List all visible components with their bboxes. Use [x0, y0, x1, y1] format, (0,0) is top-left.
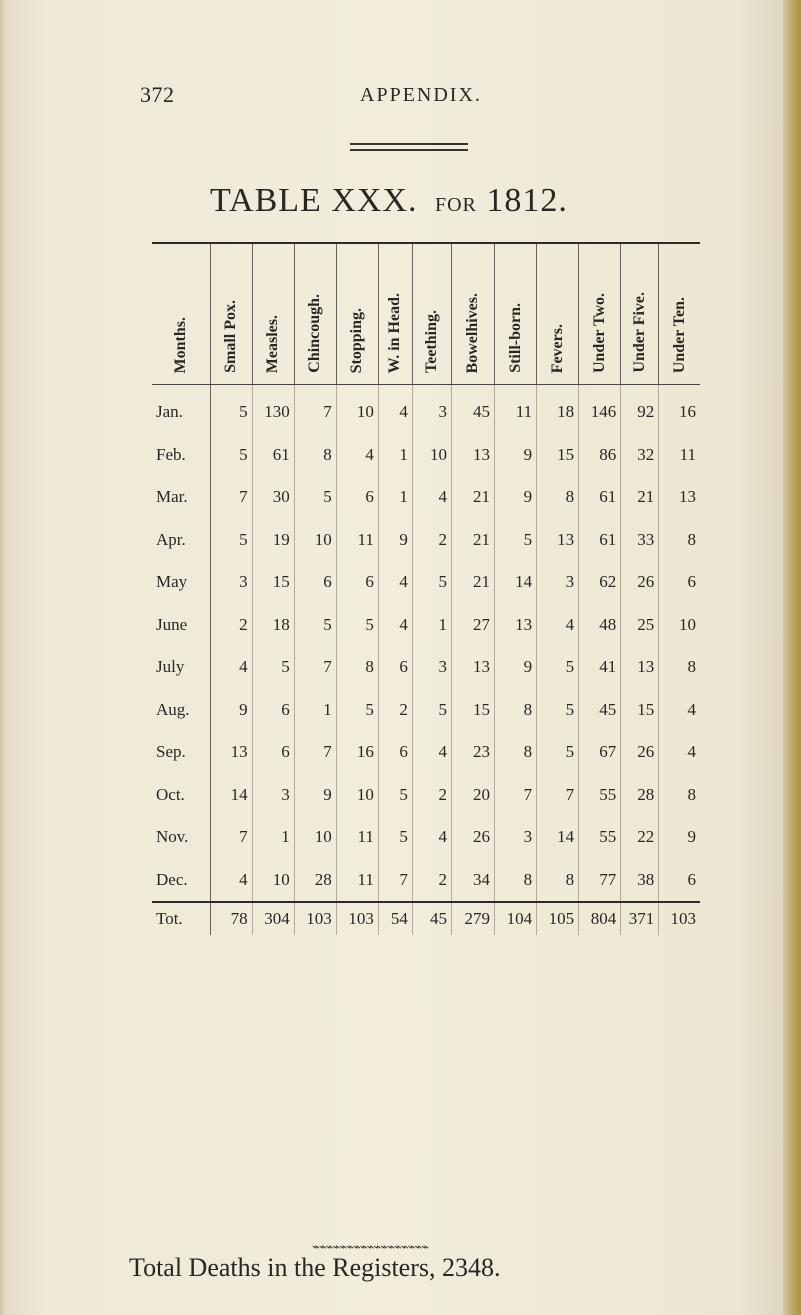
count-cell: 30: [252, 476, 294, 519]
table-row: [152, 434, 700, 477]
count-cell: 32: [621, 434, 659, 477]
count-cell: 6: [252, 731, 294, 774]
count-cell: 7: [210, 476, 252, 519]
count-cell: 3: [252, 774, 294, 817]
table-row: [152, 731, 700, 774]
count-cell: 22: [621, 816, 659, 859]
count-cell: 146: [579, 385, 621, 434]
count-cell: 4: [412, 476, 451, 519]
column-header: Measles.: [252, 243, 294, 385]
count-cell: 371: [621, 902, 659, 935]
count-cell: 13: [451, 646, 494, 689]
month-cell: Nov.: [152, 816, 210, 859]
count-cell: 103: [659, 902, 700, 935]
count-cell: 4: [210, 646, 252, 689]
count-cell: 26: [621, 731, 659, 774]
month-cell: Jan.: [152, 385, 210, 434]
count-cell: 4: [336, 434, 378, 477]
count-cell: 8: [495, 689, 537, 732]
count-cell: 8: [294, 434, 336, 477]
count-cell: 13: [679, 487, 696, 507]
table-title-number: TABLE XXX.: [210, 182, 418, 219]
ornament-divider: ⌁⌁⌁⌁⌁⌁⌁⌁⌁⌁⌁⌁⌁⌁⌁⌁⌁: [312, 1239, 429, 1254]
count-cell: 9: [294, 774, 336, 817]
count-cell: 34: [451, 859, 494, 903]
page-number: 372: [140, 82, 175, 107]
count-cell: 6: [378, 731, 412, 774]
count-cell: 6: [252, 689, 294, 732]
count-cell: 104: [495, 902, 537, 935]
count-cell: 5: [210, 519, 252, 562]
count-cell: 8: [537, 859, 579, 903]
count-cell: 20: [451, 774, 494, 817]
count-cell: 5: [210, 385, 252, 434]
count-cell: 4: [687, 699, 696, 719]
column-header: Small Pox.: [210, 243, 252, 385]
mortality-table: [152, 242, 700, 935]
month-cell: Feb.: [152, 434, 210, 477]
count-cell: 2: [412, 519, 451, 562]
month-cell: Mar.: [152, 476, 210, 519]
count-cell: 4: [687, 742, 696, 762]
count-cell: 3: [537, 561, 579, 604]
count-cell: 9: [495, 434, 537, 477]
total-row: [152, 902, 700, 935]
column-header: Chincough.: [294, 243, 336, 385]
page-edge-right: [783, 0, 801, 1315]
count-cell: 11: [336, 859, 378, 903]
count-cell: 8: [537, 476, 579, 519]
count-cell: 5: [336, 689, 378, 732]
table-row: [152, 816, 700, 859]
count-cell: 13: [451, 434, 494, 477]
count-cell: 13: [621, 646, 659, 689]
count-cell: 10: [412, 434, 451, 477]
column-header: Bowelhives.: [451, 243, 494, 385]
count-cell: 13: [537, 519, 579, 562]
count-cell: 55: [579, 816, 621, 859]
count-cell: 3: [412, 646, 451, 689]
count-cell: 4: [537, 604, 579, 647]
count-cell: 1: [378, 476, 412, 519]
count-cell: 5: [294, 476, 336, 519]
table-row: [152, 519, 700, 562]
count-cell: 5: [336, 604, 378, 647]
running-head: APPENDIX.: [360, 84, 482, 106]
count-cell: 19: [252, 519, 294, 562]
total-deaths-line: Total Deaths in the Registers, 2348.: [129, 1253, 501, 1282]
table-row: [152, 646, 700, 689]
count-cell: 5: [537, 646, 579, 689]
month-cell: May: [152, 561, 210, 604]
count-cell: 45: [412, 902, 451, 935]
count-cell: 804: [579, 902, 621, 935]
table-row: [152, 561, 700, 604]
count-cell: 25: [621, 604, 659, 647]
count-cell: 45: [579, 689, 621, 732]
count-cell: 14: [495, 561, 537, 604]
count-cell: 5: [412, 561, 451, 604]
count-cell: 4: [378, 604, 412, 647]
month-cell: Dec.: [152, 859, 210, 903]
count-cell: 15: [451, 689, 494, 732]
count-cell: 61: [252, 434, 294, 477]
count-cell: 61: [579, 476, 621, 519]
count-cell: 21: [451, 561, 494, 604]
column-header: Under Two.: [579, 243, 621, 385]
count-cell: 11: [336, 519, 378, 562]
count-cell: 3: [495, 816, 537, 859]
count-cell: 9: [378, 519, 412, 562]
month-cell: Apr.: [152, 519, 210, 562]
column-header: Months.: [152, 243, 210, 385]
count-cell: 5: [294, 604, 336, 647]
table-title: [210, 182, 568, 220]
double-rule-top: [350, 143, 468, 145]
count-cell: 5: [378, 816, 412, 859]
count-cell: 41: [579, 646, 621, 689]
count-cell: 48: [579, 604, 621, 647]
count-cell: 21: [451, 519, 494, 562]
page-gutter-left: [0, 0, 6, 1315]
count-cell: 5: [210, 434, 252, 477]
count-cell: 8: [495, 731, 537, 774]
table-row: [152, 689, 700, 732]
count-cell: 8: [687, 657, 696, 677]
count-cell: 5: [252, 646, 294, 689]
count-cell: 14: [537, 816, 579, 859]
count-cell: 304: [252, 902, 294, 935]
count-cell: 7: [294, 731, 336, 774]
count-cell: 33: [621, 519, 659, 562]
count-cell: 9: [687, 827, 696, 847]
count-cell: 28: [294, 859, 336, 903]
count-cell: 2: [210, 604, 252, 647]
count-cell: 78: [210, 902, 252, 935]
month-cell: Oct.: [152, 774, 210, 817]
table-row: [152, 604, 700, 647]
column-header: Still-born.: [495, 243, 537, 385]
count-cell: 18: [252, 604, 294, 647]
count-cell: 11: [336, 816, 378, 859]
count-cell: 9: [495, 646, 537, 689]
count-cell: 1: [412, 604, 451, 647]
count-cell: 8: [687, 529, 696, 549]
column-header: W. in Head.: [378, 243, 412, 385]
count-cell: 38: [621, 859, 659, 903]
count-cell: 16: [679, 402, 696, 422]
table-title-year: 1812.: [486, 182, 568, 219]
count-cell: 6: [378, 646, 412, 689]
count-cell: 26: [451, 816, 494, 859]
month-cell: July: [152, 646, 210, 689]
count-cell: 54: [378, 902, 412, 935]
table-title-for: FOR: [434, 194, 477, 216]
count-cell: 2: [412, 774, 451, 817]
count-cell: 8: [336, 646, 378, 689]
count-cell: 4: [378, 561, 412, 604]
count-cell: 7: [294, 385, 336, 434]
count-cell: 103: [294, 902, 336, 935]
count-cell: 28: [621, 774, 659, 817]
count-cell: 10: [294, 816, 336, 859]
double-rule-bottom: [350, 149, 468, 151]
count-cell: 13: [495, 604, 537, 647]
count-cell: 62: [579, 561, 621, 604]
count-cell: 8: [495, 859, 537, 903]
count-cell: 10: [252, 859, 294, 903]
count-cell: 7: [294, 646, 336, 689]
header-row: [152, 243, 700, 385]
count-cell: 77: [579, 859, 621, 903]
count-cell: 27: [451, 604, 494, 647]
count-cell: 10: [336, 385, 378, 434]
month-cell: Tot.: [152, 902, 210, 935]
count-cell: 11: [495, 385, 537, 434]
count-cell: 23: [451, 731, 494, 774]
column-header: Under Ten.: [659, 243, 700, 385]
count-cell: 14: [210, 774, 252, 817]
count-cell: 7: [537, 774, 579, 817]
count-cell: 10: [336, 774, 378, 817]
count-cell: 279: [451, 902, 494, 935]
table-row: [152, 859, 700, 903]
table-row: [152, 476, 700, 519]
count-cell: 7: [495, 774, 537, 817]
count-cell: 7: [378, 859, 412, 903]
count-cell: 4: [412, 731, 451, 774]
count-cell: 18: [537, 385, 579, 434]
month-cell: Aug.: [152, 689, 210, 732]
count-cell: 55: [579, 774, 621, 817]
column-header: Stopping.: [336, 243, 378, 385]
count-cell: 92: [621, 385, 659, 434]
count-cell: 45: [451, 385, 494, 434]
count-cell: 1: [378, 434, 412, 477]
count-cell: 105: [537, 902, 579, 935]
count-cell: 61: [579, 519, 621, 562]
count-cell: 16: [336, 731, 378, 774]
count-cell: 10: [294, 519, 336, 562]
count-cell: 5: [537, 731, 579, 774]
count-cell: 13: [210, 731, 252, 774]
table-row: [152, 385, 700, 434]
count-cell: 7: [210, 816, 252, 859]
table-row: [152, 774, 700, 817]
count-cell: 2: [378, 689, 412, 732]
count-cell: 3: [210, 561, 252, 604]
count-cell: 5: [378, 774, 412, 817]
column-header: Fevers.: [537, 243, 579, 385]
count-cell: 130: [252, 385, 294, 434]
count-cell: 3: [412, 385, 451, 434]
count-cell: 15: [252, 561, 294, 604]
count-cell: 6: [336, 476, 378, 519]
count-cell: 6: [336, 561, 378, 604]
count-cell: 11: [679, 444, 696, 464]
count-cell: 4: [378, 385, 412, 434]
count-cell: 103: [336, 902, 378, 935]
month-cell: June: [152, 604, 210, 647]
count-cell: 6: [687, 869, 696, 889]
count-cell: 1: [294, 689, 336, 732]
column-header: Teething.: [412, 243, 451, 385]
count-cell: 4: [210, 859, 252, 903]
count-cell: 26: [621, 561, 659, 604]
column-header: Under Five.: [621, 243, 659, 385]
count-cell: 21: [451, 476, 494, 519]
count-cell: 1: [252, 816, 294, 859]
count-cell: 8: [687, 784, 696, 804]
count-cell: 9: [210, 689, 252, 732]
count-cell: 21: [621, 476, 659, 519]
count-cell: 2: [412, 859, 451, 903]
count-cell: 4: [412, 816, 451, 859]
count-cell: 6: [294, 561, 336, 604]
count-cell: 5: [537, 689, 579, 732]
month-cell: Sep.: [152, 731, 210, 774]
count-cell: 9: [495, 476, 537, 519]
count-cell: 5: [412, 689, 451, 732]
count-cell: 5: [495, 519, 537, 562]
count-cell: 86: [579, 434, 621, 477]
count-cell: 10: [679, 614, 696, 634]
count-cell: 67: [579, 731, 621, 774]
count-cell: 15: [621, 689, 659, 732]
count-cell: 6: [687, 572, 696, 592]
count-cell: 15: [537, 434, 579, 477]
